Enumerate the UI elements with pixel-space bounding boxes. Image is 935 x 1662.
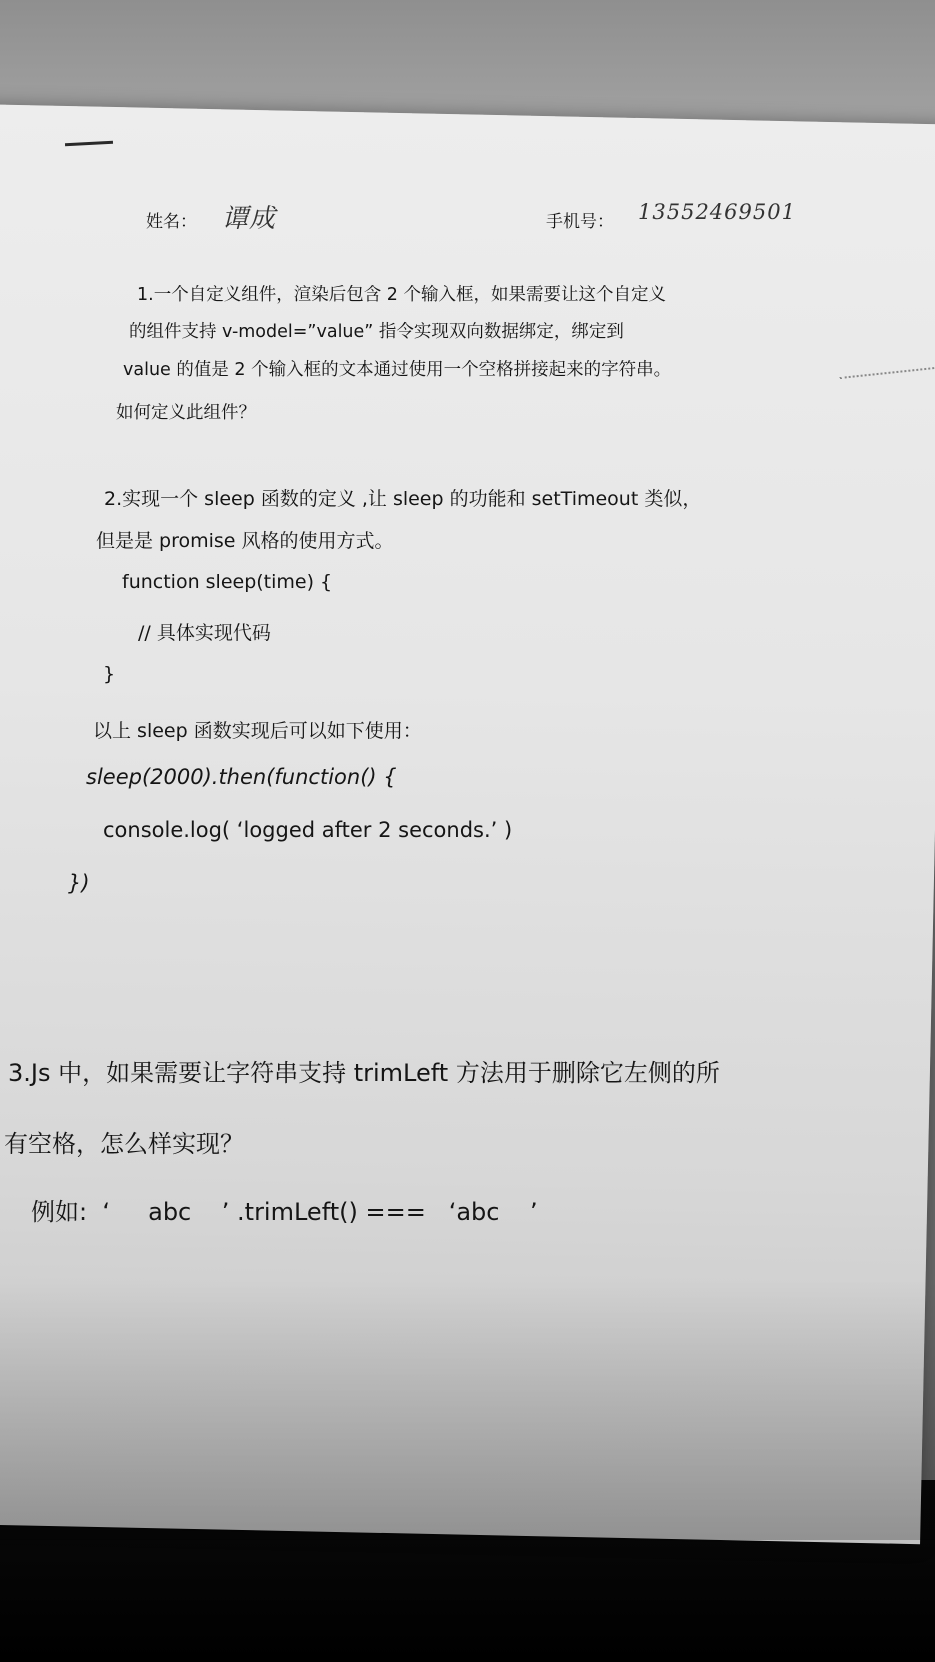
name-label: 姓名： <box>146 212 197 232</box>
q3-example: 例如: ‘ abc ’ .trimLeft() === ‘abc ’ <box>31 1198 538 1226</box>
q2-line-2: 但是是 promise 风格的使用方式。 <box>96 530 394 552</box>
phone-label: 手机号： <box>546 212 614 232</box>
q3-line-2: 有空格，怎么样实现？ <box>4 1130 244 1158</box>
code-function-signature: function sleep(time) { <box>122 571 333 593</box>
code-comment: // 具体实现代码 <box>138 622 271 644</box>
q1-line-4: 如何定义此组件？ <box>116 403 256 423</box>
q1-line-1: 1.一个自定义组件，渲染后包含 2 个输入框，如果需要让这个自定义 <box>137 285 666 305</box>
code-closing: }) <box>68 871 90 895</box>
phone-handwritten: 13552469501 <box>638 200 796 224</box>
code-console-log: console.log( ‘logged after 2 seconds.’ ) <box>103 818 513 842</box>
name-handwritten: 谭成 <box>222 204 277 234</box>
q3-line-1: 3.Js 中，如果需要让字符串支持 trimLeft 方法用于删除它左侧的所 <box>8 1059 720 1087</box>
q2-line-1: 2.实现一个 sleep 函数的定义 ,让 sleep 的功能和 setTimeout 类似， <box>104 488 702 510</box>
code-closing-brace: } <box>103 663 116 685</box>
code-sleep-call: sleep(2000).then(function() { <box>86 765 397 789</box>
usage-intro: 以上 sleep 函数实现后可以如下使用： <box>93 720 422 742</box>
q1-line-2: 的组件支持 v-model=”value” 指令实现双向数据绑定，绑定到 <box>129 322 624 342</box>
q1-line-3: value 的值是 2 个输入框的文本通过使用一个空格拼接起来的字符串。 <box>123 360 672 380</box>
